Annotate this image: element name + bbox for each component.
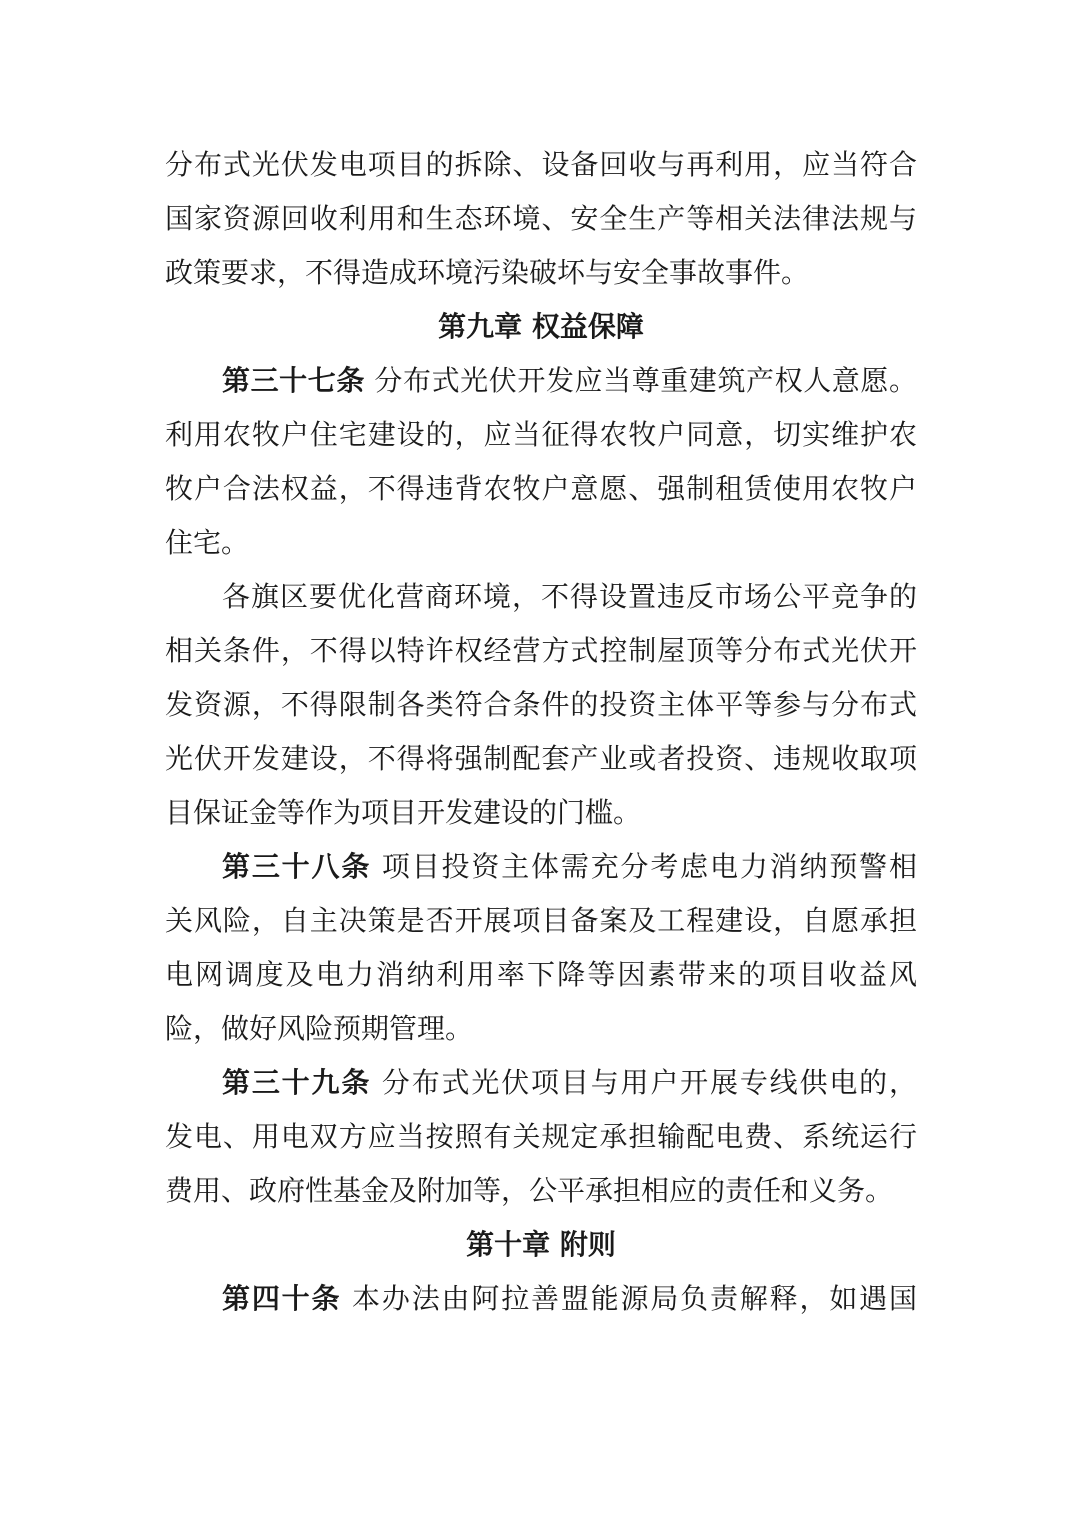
article-label: 第三十八条: [222, 850, 372, 883]
article-first-line: [165, 840, 917, 894]
paragraph-line: 牧户合法权益，不得违背农牧户意愿、强制租赁使用农牧户: [165, 472, 917, 505]
paragraph-line: 国家资源回收利用和生态环境、安全生产等相关法律法规与: [165, 202, 917, 235]
paragraph-line: 利用农牧户住宅建设的，应当征得农牧户同意，切实维护农: [165, 418, 917, 451]
paragraph-line: 险，做好风险预期管理。: [165, 1012, 474, 1045]
article-label: 第四十条: [222, 1282, 342, 1315]
paragraph-line: 光伏开发建设，不得将强制配套产业或者投资、违规收取项: [165, 742, 917, 775]
document-page: [165, 138, 917, 1326]
paragraph-line: 目保证金等作为项目开发建设的门槛。: [165, 796, 642, 829]
paragraph-line: 发资源，不得限制各类符合条件的投资主体平等参与分布式: [165, 688, 917, 721]
article-first-line: [165, 354, 917, 408]
article-first-line: [165, 1056, 917, 1110]
chapter-heading: 第十章 附则: [466, 1228, 616, 1261]
paragraph-line: 分布式光伏发电项目的拆除、设备回收与再利用，应当符合: [165, 148, 917, 181]
article-label: 第三十九条: [222, 1066, 372, 1099]
article-text: 项目投资主体需充分考虑电力消纳预警相: [371, 850, 917, 883]
article-first-line: [165, 1272, 917, 1326]
paragraph-line: 关风险，自主决策是否开展项目备案及工程建设，自愿承担: [165, 904, 917, 937]
paragraph-line: 电网调度及电力消纳利用率下降等因素带来的项目收益风: [165, 958, 917, 991]
paragraph-line: 政策要求，不得造成环境污染破坏与安全事故事件。: [165, 256, 810, 289]
article-text: 分布式光伏开发应当尊重建筑产权人意愿。: [364, 364, 917, 397]
paragraph-line: 各旗区要优化营商环境，不得设置违反市场公平竞争的: [222, 580, 917, 613]
paragraph-line: 住宅。: [165, 526, 250, 559]
article-label: 第三十七条: [222, 364, 365, 397]
paragraph-line: 相关条件，不得以特许权经营方式控制屋顶等分布式光伏开: [165, 634, 917, 667]
paragraph-line: 发电、用电双方应当按照有关规定承担输配电费、系统运行: [165, 1120, 917, 1153]
paragraph-line: 费用、政府性基金及附加等，公平承担相应的责任和义务。: [165, 1174, 894, 1207]
article-text: 分布式光伏项目与用户开展专线供电的，: [371, 1066, 917, 1099]
chapter-heading: 第九章 权益保障: [438, 310, 644, 343]
article-text: 本办法由阿拉善盟能源局负责解释，如遇国: [341, 1282, 917, 1315]
